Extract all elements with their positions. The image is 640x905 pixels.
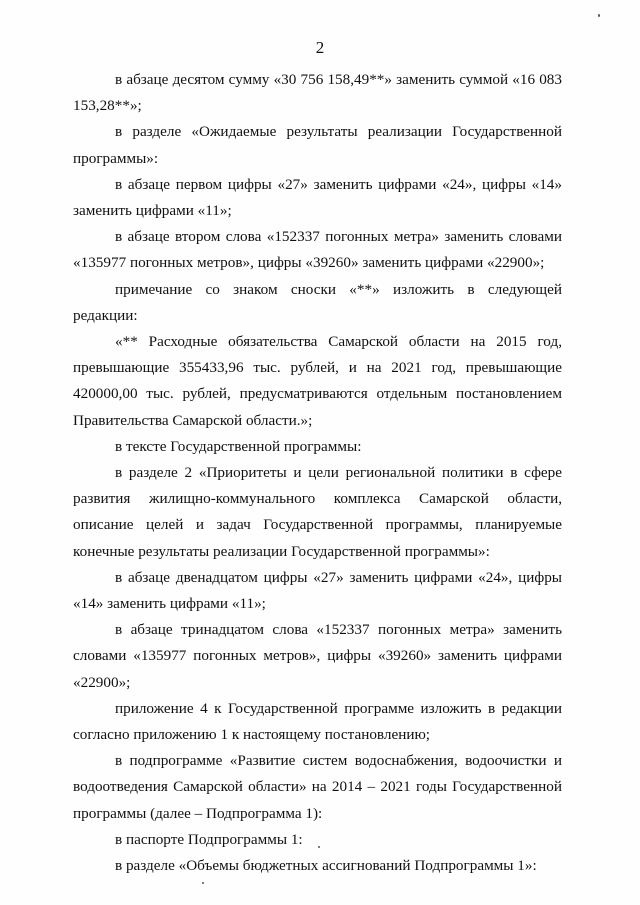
scan-speck: [598, 14, 600, 17]
paragraph: приложение 4 к Государственной программе изложить в редакции согласно приложению 1 к настоящему постановлению;: [73, 699, 562, 744]
page-number: 2: [315, 38, 325, 57]
paragraph: в абзаце втором слова «152337 погонных метра» заменить словами «135977 погонных метров», цифры «39260» заменить цифрами «22900»;: [73, 228, 562, 272]
scan-speck: [202, 882, 204, 884]
paragraph: в тексте Государственной программы:: [115, 437, 362, 455]
paragraph: в разделе «Объемы бюджетных ассигнований Подпрограммы 1»:: [115, 857, 537, 875]
paragraph: в абзаце десятом сумму «30 756 158,49**» заменить суммой «16 083 153,28**»;: [73, 71, 562, 115]
paragraph: в абзаце двенадцатом цифры «27» заменить цифрами «24», цифры «14» заменить цифрами «11»;: [73, 568, 562, 613]
paragraph: примечание со знаком сноски «**» изложить в следующей редакции:: [73, 280, 562, 324]
paragraph: в паспорте Подпрограммы 1:: [115, 830, 303, 848]
paragraph: в подпрограмме «Развитие систем водоснабжения, водоочистки и водоотведения Самарской области» на 2014 – 2021 годы Государственной программы (далее – Подпрограмма 1):: [73, 752, 562, 822]
paragraph: в абзаце первом цифры «27» заменить цифрами «24», цифры «14» заменить цифрами «11»;: [73, 175, 562, 220]
paragraph: «** Расходные обязательства Самарской области на 2015 год, превышающие 355433,96 тыс. рублей, и на 2021 год, превышающие 420000,00 тыс. рублей, предусматриваются отдельным постановлением Правительства Самарской области.»;: [73, 333, 562, 429]
paragraph: в разделе «Ожидаемые результаты реализации Государственной программы»:: [73, 123, 562, 167]
paragraph: в абзаце тринадцатом слова «152337 погонных метра» заменить словами «135977 погонных метров», цифры «39260» заменить цифрами «22900»;: [73, 621, 562, 691]
document-body: [73, 67, 562, 879]
scan-speck: [318, 846, 320, 848]
paragraph: в разделе 2 «Приоритеты и цели региональной политики в сфере развития жилищно-коммунального комплекса Самарской области, описание целей и задач Государственной программы, планируемые конечные результаты реализации Государственной программы»:: [73, 464, 562, 560]
